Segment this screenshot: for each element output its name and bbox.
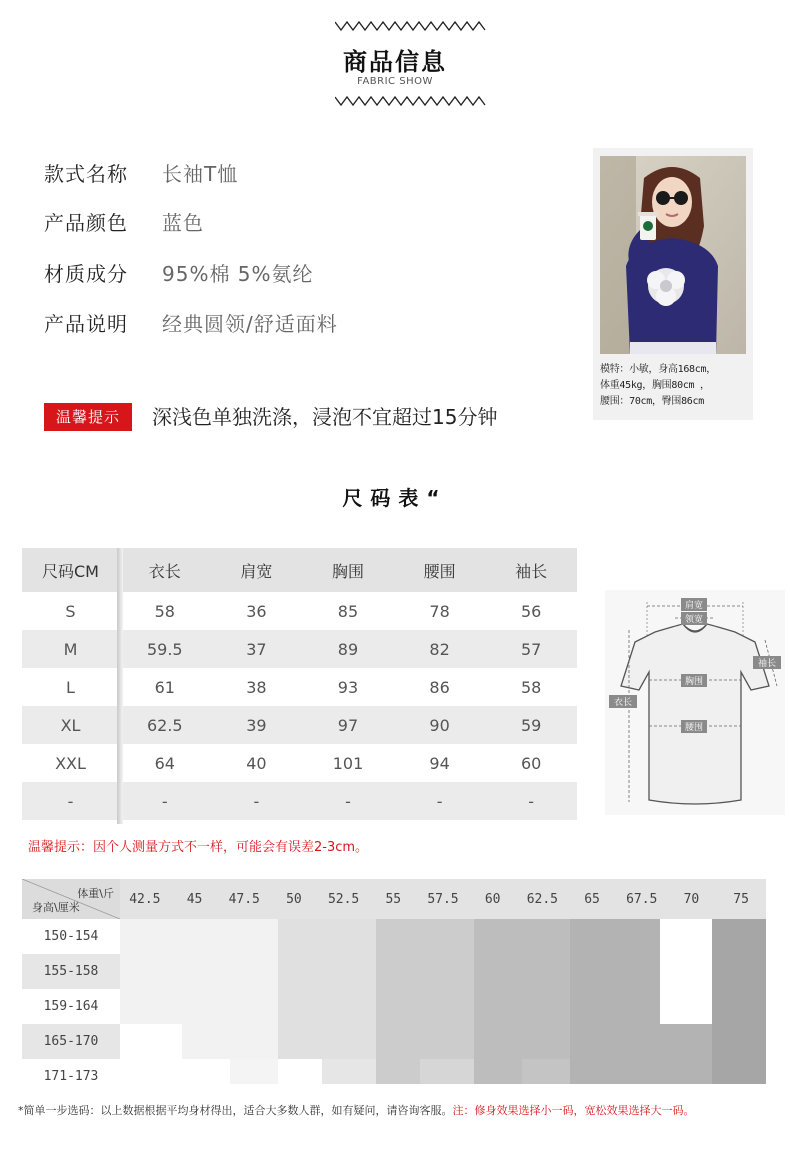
weight-header-cell: 75 xyxy=(733,891,749,907)
model-caption xyxy=(600,362,752,410)
height-cell: 171-173 xyxy=(43,1069,99,1084)
page-subtitle: FABRIC SHOW xyxy=(357,76,433,87)
height-cell: 150-154 xyxy=(43,929,99,944)
height-cell: 159-164 xyxy=(43,999,99,1014)
table-cell: 38 xyxy=(246,677,267,697)
size-region-m xyxy=(278,919,376,1059)
table-cell: - xyxy=(67,791,74,811)
table-cell: - xyxy=(253,791,260,811)
size-region-s-base xyxy=(230,1059,278,1084)
table-header-cell: 胸围 xyxy=(331,561,364,581)
table-cell: 90 xyxy=(429,715,450,735)
model-photo xyxy=(600,156,746,354)
table-cell: 89 xyxy=(337,639,359,659)
size-region-xxl-lower xyxy=(660,1024,712,1084)
model-caption-line: 体重45kg，胸围80cm ， xyxy=(600,380,710,391)
footer-red-note: 注：修身效果选择小一码，宽松效果选择大一码。 xyxy=(452,1104,695,1117)
shirt-measurement-diagram xyxy=(605,590,785,815)
table-cell: - xyxy=(436,791,443,811)
weight-height-table xyxy=(22,879,766,1084)
table-header-cell: 腰围 xyxy=(423,561,456,581)
size-region-s xyxy=(120,919,278,1024)
table-row xyxy=(22,782,577,820)
info-label: 产品说明 xyxy=(44,312,128,336)
weight-header-cell: 65 xyxy=(584,891,600,907)
footer-text: *简单一步选码：以上数据根据平均身材得出，适合大多数人群，如有疑问，请咨询客服。 xyxy=(18,1104,453,1117)
table-row xyxy=(22,630,577,668)
weight-header-cell: 47.5 xyxy=(228,891,260,907)
table-cell: 85 xyxy=(337,601,359,621)
info-value: 经典圆领/舒适面料 xyxy=(162,312,338,336)
table-cell: XL xyxy=(60,715,81,735)
size-chart-title: 尺码表“ xyxy=(342,486,448,510)
table-cell: 101 xyxy=(332,753,364,773)
tip-text: 深浅色单独洗涤，浸泡不宜超过15分钟 xyxy=(152,405,498,429)
info-row-material xyxy=(44,261,314,287)
label-collar: 领宽 xyxy=(684,615,704,625)
weight-header-cell: 70 xyxy=(683,891,700,907)
table-cell: 82 xyxy=(429,639,450,659)
table-cell: 59 xyxy=(520,715,542,735)
measurement-warning: 温馨提示：因个人测量方式不一样，可能会有误差2-3cm。 xyxy=(28,840,369,855)
info-value: 蓝色 xyxy=(162,211,204,235)
info-row-style xyxy=(44,161,238,187)
table-cell: 58 xyxy=(154,601,175,621)
size-region-m-base xyxy=(322,1059,376,1084)
table-cell: 58 xyxy=(520,677,542,697)
table-cell: - xyxy=(161,791,168,811)
weight-header-cell: 50 xyxy=(286,891,302,907)
info-value: 长袖T恤 xyxy=(162,162,239,186)
table-cell: M xyxy=(63,639,78,659)
table-header-cell: 尺码CM xyxy=(42,561,99,581)
table-cell: 60 xyxy=(520,753,542,773)
table-cell: 64 xyxy=(154,753,175,773)
table-cell: 39 xyxy=(246,715,267,735)
info-label: 产品颜色 xyxy=(44,211,128,235)
weight-header-cell: 62.5 xyxy=(526,891,558,907)
table-header-cell: 衣长 xyxy=(148,561,181,581)
tip-badge: 温馨提示 xyxy=(44,403,132,431)
weight-header-cell: 55 xyxy=(385,891,402,907)
weight-header-row xyxy=(22,879,766,919)
table-cell: XXL xyxy=(55,753,86,773)
weight-header-cell: 60 xyxy=(484,891,501,907)
table-row xyxy=(22,668,577,706)
info-label: 款式名称 xyxy=(44,162,128,186)
label-length: 衣长 xyxy=(613,698,633,708)
zigzag-decoration-top xyxy=(335,20,487,32)
weight-header-cell: 57.5 xyxy=(427,891,459,907)
table-cell: 59.5 xyxy=(146,639,183,659)
info-row-description xyxy=(44,311,338,337)
table-cell: - xyxy=(528,791,535,811)
table-cell: 40 xyxy=(246,753,267,773)
info-row-color xyxy=(44,210,204,236)
zigzag-decoration-bottom xyxy=(335,95,487,107)
height-column xyxy=(22,919,120,1094)
height-cell: 155-158 xyxy=(22,954,120,989)
info-label: 材质成分 xyxy=(44,262,128,286)
table-cell: 56 xyxy=(520,601,542,621)
table-row xyxy=(22,592,577,630)
height-cell: 165-170 xyxy=(22,1024,120,1059)
table-cell: - xyxy=(345,791,351,811)
size-table-header xyxy=(22,548,577,592)
table-row xyxy=(22,744,577,782)
size-region-xl-base xyxy=(522,1059,570,1084)
table-cell: 62.5 xyxy=(146,715,183,735)
label-chest: 胸围 xyxy=(684,677,704,687)
table-cell: L xyxy=(66,677,75,697)
weight-header-cell: 67.5 xyxy=(626,891,658,907)
table-cell: 86 xyxy=(429,677,450,697)
label-waist: 腰围 xyxy=(684,723,704,733)
label-shoulder: 肩宽 xyxy=(684,601,704,611)
size-region-l-base xyxy=(420,1059,474,1084)
table-row xyxy=(22,706,577,744)
label-sleeve: 袖长 xyxy=(757,659,777,669)
table-cell: 94 xyxy=(429,753,450,773)
weight-header-cell: 52.5 xyxy=(327,891,360,907)
corner-height-label: 身高\厘米 xyxy=(32,901,80,914)
table-header-cell: 袖长 xyxy=(515,561,548,581)
table-cell: 97 xyxy=(337,715,359,735)
info-value: 95%棉 5%氨纶 xyxy=(162,262,314,286)
weight-table-body xyxy=(22,919,766,1084)
table-cell: S xyxy=(65,601,76,621)
weight-header-cell: 45 xyxy=(186,891,203,907)
table-corner-cell xyxy=(22,879,120,919)
size-region-xxxl xyxy=(712,919,766,1084)
model-caption-line: 腰围：70cm，臀围86cm xyxy=(600,396,704,407)
corner-weight-label: 体重\斤 xyxy=(77,887,114,900)
size-table xyxy=(22,548,577,820)
page-title: 商品信息 xyxy=(343,48,447,76)
size-region-s-lower xyxy=(182,1024,278,1059)
table-cell: 36 xyxy=(246,601,267,621)
table-header-cell: 肩宽 xyxy=(240,561,273,581)
size-region-xxl xyxy=(570,919,660,1084)
footer-note xyxy=(18,1102,695,1118)
weight-header-cell: 42.5 xyxy=(129,891,161,907)
table-cell: 57 xyxy=(520,639,542,659)
table-cell: 78 xyxy=(429,601,450,621)
model-caption-line: 模特：小敏，身高168cm， xyxy=(600,364,716,375)
table-cell: 37 xyxy=(246,639,267,659)
table-cell: 61 xyxy=(154,677,175,697)
table-column-divider xyxy=(117,548,123,824)
table-cell: 93 xyxy=(337,677,359,697)
